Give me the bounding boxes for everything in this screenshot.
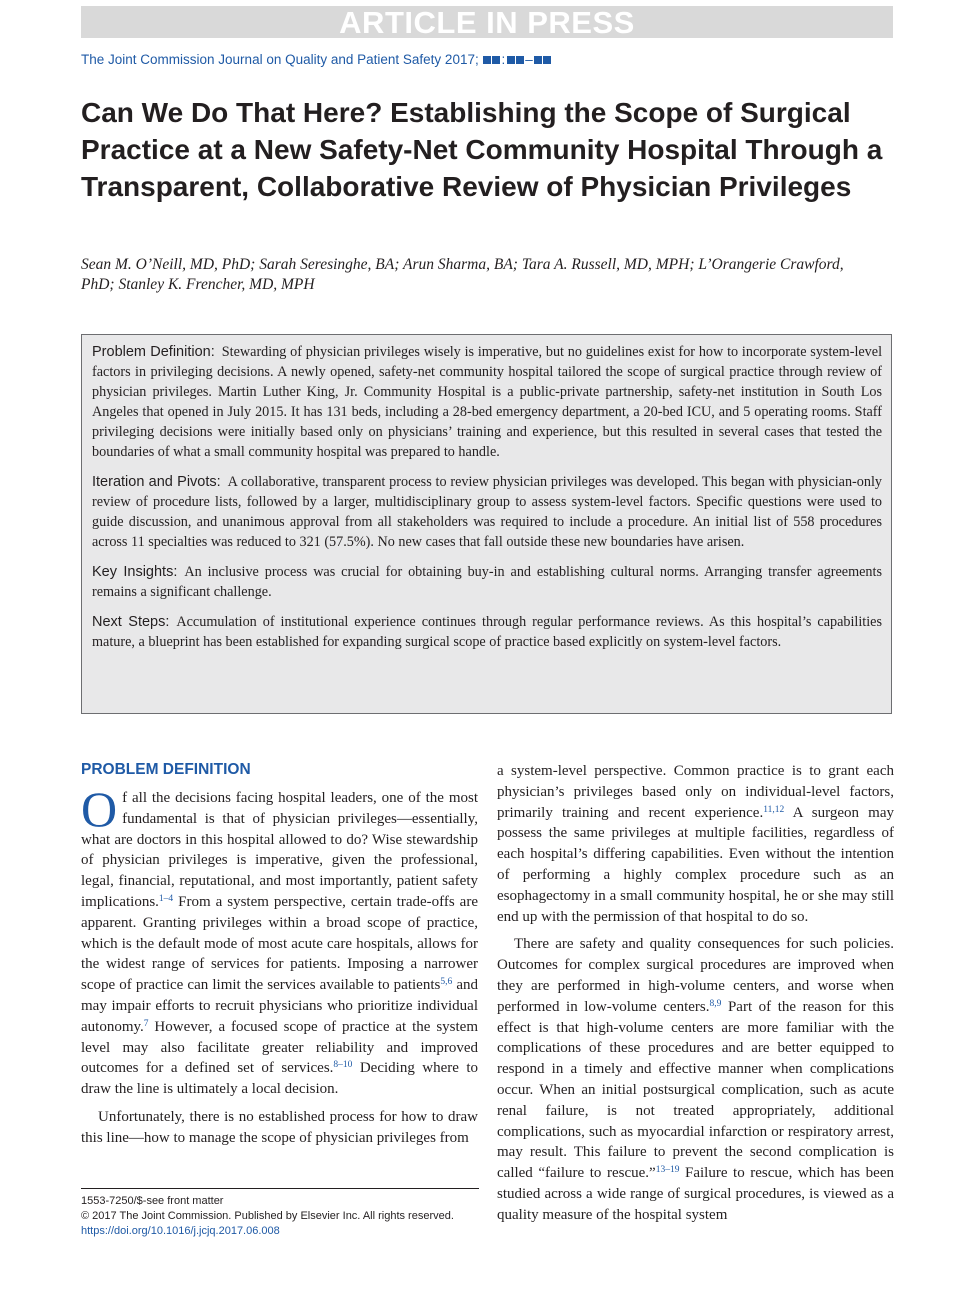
doi-link[interactable]: https://doi.org/10.1016/j.jcjq.2017.06.008 — [81, 1225, 280, 1237]
abstract-label: Next Steps: — [92, 614, 170, 630]
abstract-iteration — [92, 472, 882, 552]
journal-header — [81, 52, 901, 67]
citation-link[interactable]: 1–4 — [158, 893, 174, 904]
footer-divider — [81, 1188, 479, 1189]
article-title: Can We Do That Here? Establishing the Scope of Surgical Practice at a New Safety-Net Community Hospital Through a Transparent, Collaborative Review of Physician Privileges — [81, 97, 883, 202]
issn-line: 1553-7250/$-see front matter — [81, 1195, 224, 1207]
body-paragraph: There are safety and quality consequences for such policies. Outcomes for complex surgical procedures are improved when they are performed in high-volume centers, and worse when performed in low-volume centers.$^{8,9}$ Part of the reason for this effect is that high-volume centers are more familiar with the complications of these procedures and are better equipped to respond in a timely and effective manner when complications occur. When an initial postsurgical complication, such as acute renal failure, is not treated appropriately, additional complications, such as myocardial infarction or respiratory arrest, may result. This failure to prevent the second complication is called “failure to rescue.”$^{13-19}$ Failure to rescue, which has been studied across a wide range of surgical procedures, is viewed as a quality measure of the hospital system — [497, 936, 894, 1223]
citation-link[interactable]: 8–10 — [333, 1060, 353, 1071]
drop-cap: O — [81, 781, 118, 837]
abstract-problem — [92, 342, 882, 462]
body-paragraph: Unfortunately, there is no established process for how to draw this line—how to manage the scope of physician privileges from — [81, 1108, 478, 1146]
article-in-press-banner — [81, 6, 893, 38]
body-column-right — [497, 761, 894, 1226]
structured-abstract — [81, 334, 892, 714]
abstract-label: Key Insights: — [92, 564, 178, 580]
section-heading: PROBLEM DEFINITION — [81, 761, 251, 778]
copyright-line: © 2017 The Joint Commission. Published by Elsevier Inc. All rights reserved. — [81, 1210, 454, 1222]
citation-link[interactable]: 5,6 — [440, 977, 453, 988]
abstract-text: An inclusive process was crucial for obtaining buy-in and establishing cultural norms. Arranging transfer agreements remains a significant challenge. — [92, 564, 882, 600]
banner-text: ARTICLE IN PRESS — [339, 4, 635, 40]
abstract-insights — [92, 562, 882, 602]
abstract-label: Problem Definition: — [92, 344, 215, 360]
body-paragraph-continued: a system-level perspective. Common practice is to grant each physician’s privileges based only on individual-level factors, primarily training and recent experience.$^{11,12}$ A surgeon may possess the same privileges at multiple facilities, regardless of each hospital’s differing capabilities. Even without the intention of performing a highly complex procedure such as an esophagectomy in a small community hospital, he or she may still end up with the permission of that hospital to do so. — [497, 763, 894, 925]
abstract-text: A collaborative, transparent process to review physician privileges was developed. This began with physician-only review of procedure lists, followed by a larger, multidisciplinary group to assess system-level factors. Specific questions were used to guide discussion, and unanimous approval from all stakeholders was required to include a procedure. An initial list of 558 procedures across 11 specialties was reduced to 321 (57.5%). No new cases that fall outside these new boundaries have arisen. — [92, 474, 882, 550]
footer-notes — [81, 1194, 481, 1239]
body-column-left — [81, 760, 478, 1149]
abstract-label: Iteration and Pivots: — [92, 474, 221, 490]
abstract-next-steps — [92, 612, 882, 652]
citation-link[interactable]: 11,12 — [763, 804, 785, 815]
citation-link[interactable]: 13–19 — [655, 1165, 680, 1176]
abstract-text: Stewarding of physician privileges wisely is imperative, but no guidelines exist for how to incorporate system-level factors in privileging decisions. A newly opened, safety-net community hospital tailored the scope of surgical practice through review of physician privileges. Martin Luther King, Jr. Community Hospital is a public-private partnership, safety-net institution in South Los Angeles that opened in July 2015. It has 131 beds, including a 28-bed emergency department, a 20-bed ICU, and 5 operating rooms. Staff privileging decisions were initially based only on physicians’ training and experience, but this resulted in several cases that tested the boundaries of what a small community hospital was prepared to handle. — [92, 344, 883, 460]
citation-link[interactable]: 7 — [143, 1018, 149, 1029]
journal-name: The Joint Commission Journal on Quality and Patient Safety 2017; — [81, 52, 479, 67]
volume-placeholder-icon: : – — [482, 52, 551, 67]
body-paragraph: Of all the decisions facing hospital leaders, one of the most fundamental is that of physician privileges—essentially, what are doctors in this hospital allowed to do? Wise stewardship of physician privileges is imperative, given the professional, legal, financial, reputational, and most importantly, patient safety implications.$^{1-4}$ From a system perspective, certain trade-offs are apparent. Granting privileges within a broad scope of practice, which is the default mode of most acute care hospitals, allows for the widest range of services for patients. Imposing a narrower scope of practice can limit the services available to patients$^{5,6}$ and may impair efforts to recruit physicians who prioritize individual autonomy.$^7$ However, a focused scope of practice at the system level may also facilitate greater reliability and improved outcomes for a defined set of services.$^{8-10}$ Deciding where to draw the line is ultimately a local decision. — [81, 781, 478, 1098]
citation-link[interactable]: 8,9 — [709, 998, 722, 1009]
author-list: Sean M. O’Neill, MD, PhD; Sarah Seresinghe, BA; Arun Sharma, BA; Tara A. Russell, MD, MPH; L’Orangerie Crawford, PhD; Stanley K. Frencher, MD, MPH — [81, 256, 844, 293]
abstract-text: Accumulation of institutional experience continues through regular performance reviews. As this hospital’s capabilities mature, a blueprint has been established for expanding surgical scope of practice based explicitly on system-level factors. — [92, 614, 883, 650]
